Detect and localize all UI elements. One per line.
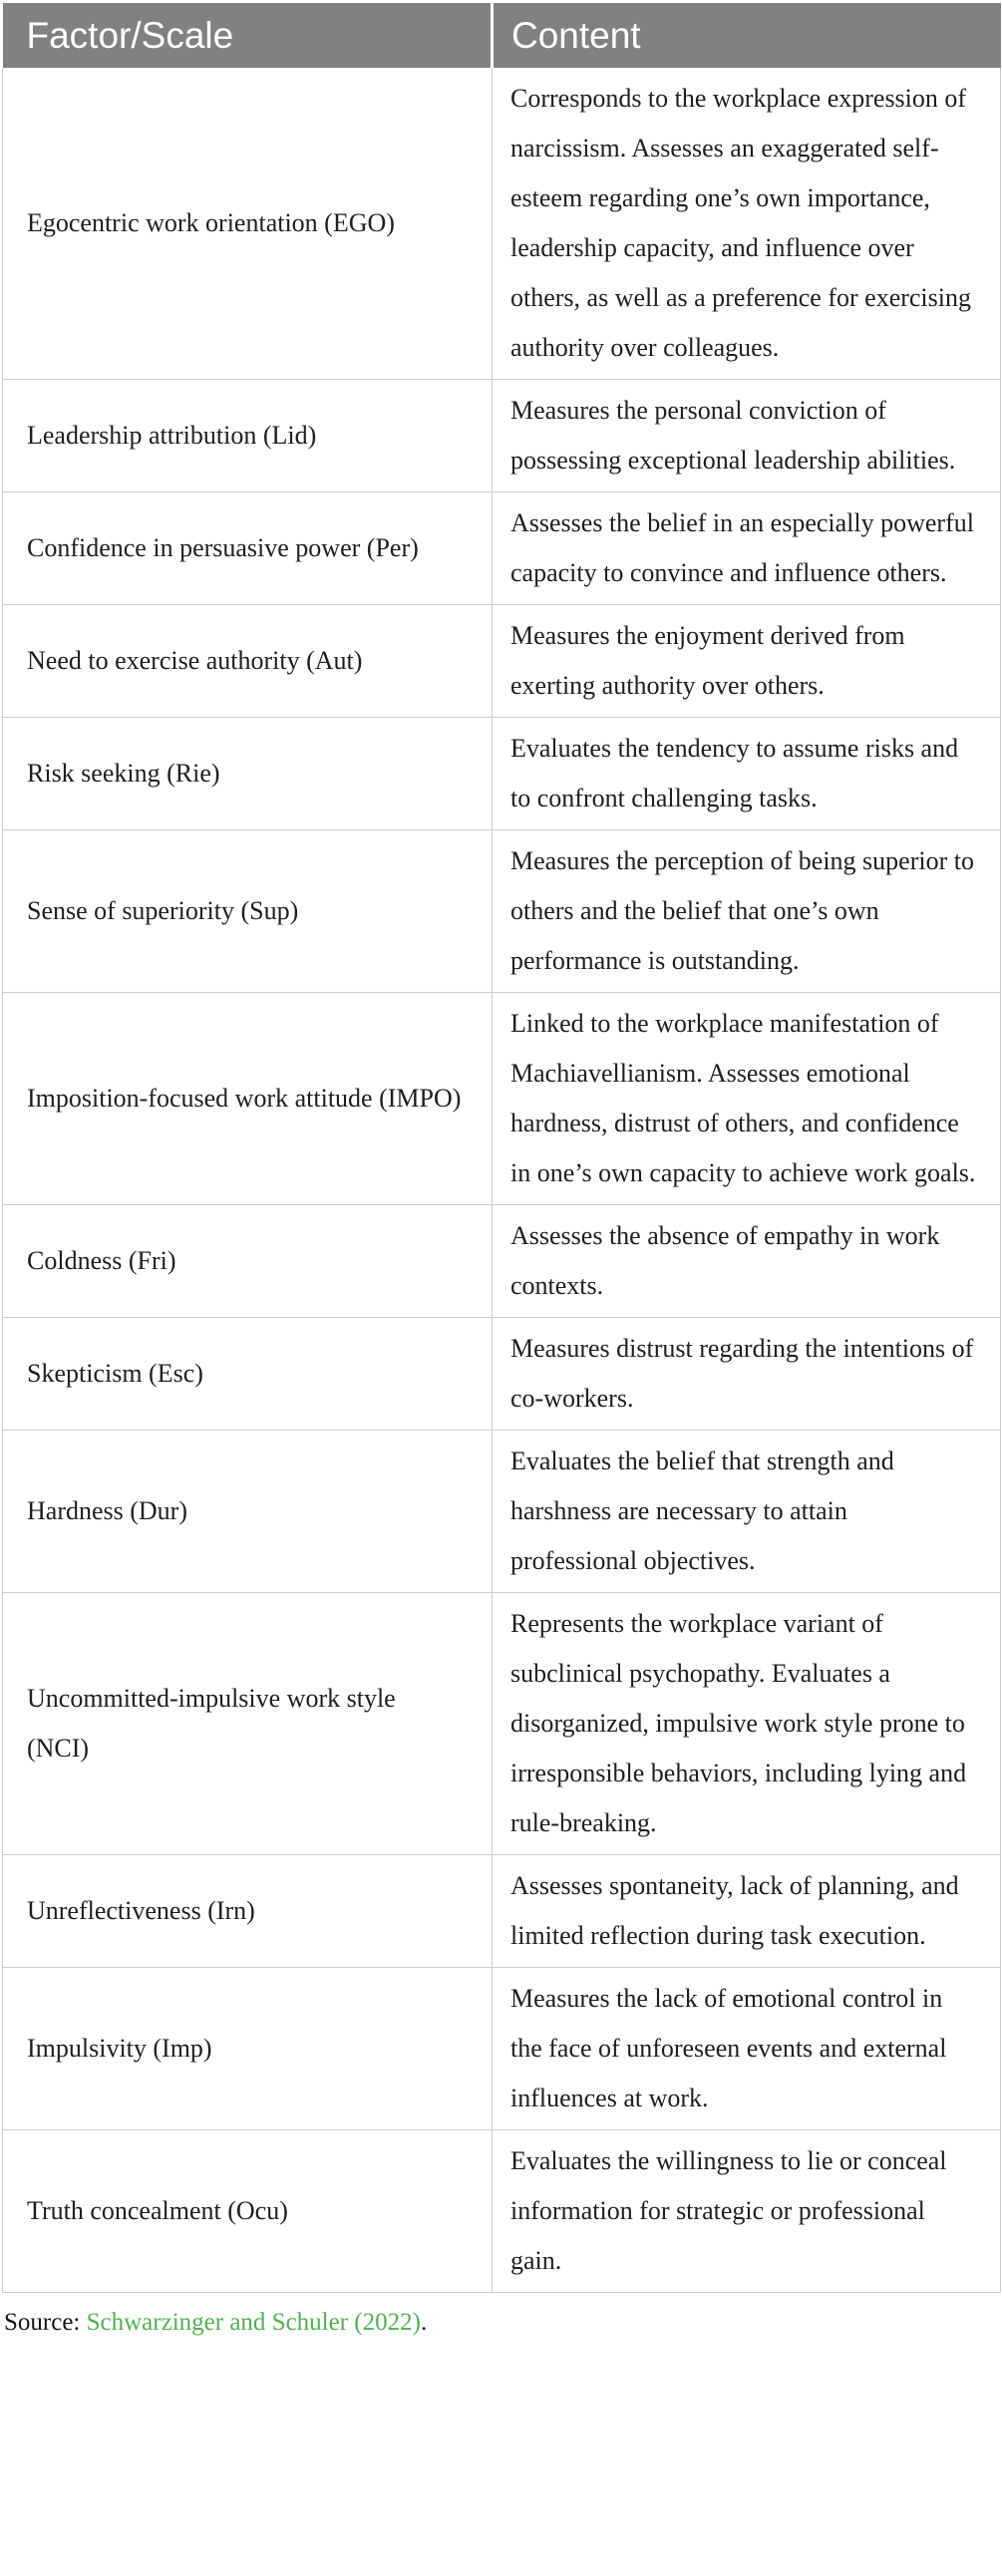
table-row — [3, 1318, 1001, 1431]
factor-cell: Skepticism (Esc) — [3, 1318, 493, 1431]
factor-cell: Risk seeking (Rie) — [3, 718, 493, 830]
factor-cell: Truth concealment (Ocu) — [3, 2130, 493, 2293]
table-row — [3, 1205, 1001, 1318]
table-row — [3, 1593, 1001, 1855]
factor-cell: Confidence in persuasive power (Per) — [3, 492, 493, 605]
content-cell: Measures the personal conviction of possessing exceptional leadership abilities. — [493, 380, 1001, 492]
content-cell: Corresponds to the workplace expression of narcissism. Assesses an exaggerated self-esteem regarding one’s own importance, leadership capacity, and influence over others, as well as a preference for exercising authority over colleagues. — [493, 68, 1001, 380]
table-row — [3, 1968, 1001, 2130]
content-cell: Evaluates the belief that strength and harshness are necessary to attain professional objectives. — [493, 1431, 1001, 1593]
factor-cell: Unreflectiveness (Irn) — [3, 1855, 493, 1968]
factor-cell: Uncommitted-impulsive work style (NCI) — [3, 1593, 493, 1855]
table-row — [3, 1431, 1001, 1593]
factor-cell: Imposition-focused work attitude (IMPO) — [3, 993, 493, 1205]
content-cell: Measures the perception of being superior to others and the belief that one’s own performance is outstanding. — [493, 830, 1001, 993]
source-period: . — [420, 2309, 428, 2336]
factor-cell: Egocentric work orientation (EGO) — [3, 68, 493, 380]
factor-cell: Hardness (Dur) — [3, 1431, 493, 1593]
factor-cell: Sense of superiority (Sup) — [3, 830, 493, 993]
source-citation-link[interactable]: Schwarzinger and Schuler (2022) — [86, 2309, 421, 2336]
table-row — [3, 830, 1001, 993]
content-cell: Assesses spontaneity, lack of planning, and limited reflection during task execution. — [493, 1855, 1001, 1968]
content-cell: Measures the enjoyment derived from exerting authority over others. — [493, 605, 1001, 718]
source-note — [4, 2307, 1002, 2339]
table-header-row — [3, 3, 1001, 68]
factor-cell: Impulsivity (Imp) — [3, 1968, 493, 2130]
table-row — [3, 380, 1001, 492]
table-row — [3, 605, 1001, 718]
content-cell: Measures the lack of emotional control in the face of unforeseen events and external influences at work. — [493, 1968, 1001, 2130]
content-cell: Evaluates the tendency to assume risks and to confront challenging tasks. — [493, 718, 1001, 830]
factor-cell: Coldness (Fri) — [3, 1205, 493, 1318]
column-header-factor-scale: Factor/Scale — [3, 3, 493, 68]
content-cell: Assesses the absence of empathy in work contexts. — [493, 1205, 1001, 1318]
content-cell: Linked to the workplace manifestation of Machiavellianism. Assesses emotional hardness, distrust of others, and confidence in one’s own capacity to achieve work goals. — [493, 993, 1001, 1205]
content-cell: Evaluates the willingness to lie or conceal information for strategic or professional gain. — [493, 2130, 1001, 2293]
table-row — [3, 993, 1001, 1205]
content-cell: Assesses the belief in an especially powerful capacity to convince and influence others. — [493, 492, 1001, 605]
content-cell: Measures distrust regarding the intentions of co-workers. — [493, 1318, 1001, 1431]
factor-cell: Leadership attribution (Lid) — [3, 380, 493, 492]
table-row — [3, 492, 1001, 605]
column-header-content: Content — [493, 3, 1001, 68]
table-row — [3, 68, 1001, 380]
table-row — [3, 718, 1001, 830]
content-cell: Represents the workplace variant of subclinical psychopathy. Evaluates a disorganized, impulsive work style prone to irresponsible behaviors, including lying and rule-breaking. — [493, 1593, 1001, 1855]
source-label: Source: — [4, 2309, 87, 2336]
factor-scale-table — [2, 3, 1001, 2293]
table-row — [3, 2130, 1001, 2293]
table-row — [3, 1855, 1001, 1968]
factor-cell: Need to exercise authority (Aut) — [3, 605, 493, 718]
